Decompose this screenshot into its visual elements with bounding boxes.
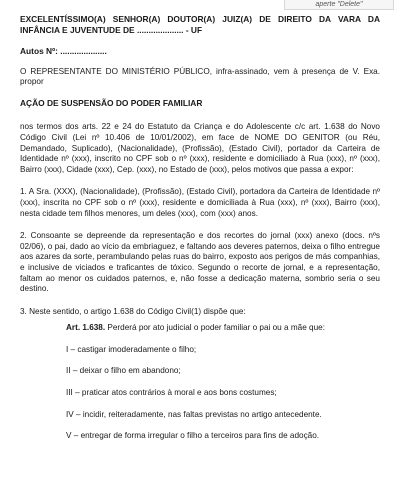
article-inciso: V – entregar de forma irregular o filho a terceiros para fins de adoção. <box>66 431 320 441</box>
article-inciso: IV – incidir, reiteradamente, nas faltas previstas no artigo antecedente. <box>66 409 322 419</box>
case-number-line <box>20 46 380 57</box>
court-address-heading: EXCELENTÍSSIMO(A) SENHOR(A) DOUTOR(A) JUIZ(A) DE DIREITO DA VARA DA INFÂNCIA E JUVENTUDE DE .................... - UF <box>20 14 380 35</box>
article-inciso: III – praticar atos contrários à moral e aos bons costumes; <box>66 388 277 398</box>
paragraph-3: 3. Neste sentido, o artigo 1.638 do Código Civil(1) dispõe que: <box>20 306 246 316</box>
delete-hint-note: aperte "Delete" <box>284 0 394 10</box>
document-body[interactable] <box>20 14 380 442</box>
article-inciso: I – castigar imoderadamente o filho; <box>66 344 197 354</box>
autos-label: Autos Nº: <box>20 46 58 56</box>
paragraph-1: 1. A Sra. (XXX), (Nacionalidade), (Profissão), (Estado Civil), portadora da Carteira de Identidade nº (xxx), inscrita no CPF sob o nº (xxx), residente e domiciliada à Rua (xxx), nº (xxx), Bairro (xxx), nesta cidade tem filhos menores, um deles (xxx), com (xxx) anos. <box>20 187 380 218</box>
article-heading-text: Perderá por ato judicial o poder familiar o pai ou a mãe que: <box>105 323 325 333</box>
paragraph-legal-basis: nos termos dos arts. 22 e 24 do Estatuto da Criança e do Adolescente c/c art. 1.638 do Novo Código Civil (Lei nº 10.406 de 10/01/2002), em face de NOME DO GENITOR (ou Réu, Demandado, Suplicado), (Nacionalidade), (Profissão), (Estado Civil), portador da Carteira de Identidade nº (xxx), inscrito no CPF sob o nº (xxx), residente e domiciliado à Rua (xxx), nº (xxx), Bairro (xxx), Cidade (xxx), Cep. (xxx), no Estado de (xxx), pelos motivos que passa a expor: <box>20 122 380 174</box>
autos-value: .................... <box>60 46 107 56</box>
article-heading <box>66 323 380 334</box>
intro-paragraph: O REPRESENTANTE DO MINISTÉRIO PÚBLICO, infra-assinado, vem à presença de V. Exa. propor <box>20 66 380 87</box>
article-inciso: II – deixar o filho em abandono; <box>66 366 181 376</box>
article-quote <box>66 323 380 442</box>
action-title: AÇÃO DE SUSPENSÃO DO PODER FAMILIAR <box>20 97 203 108</box>
paragraph-2: 2. Consoante se depreende da representação e dos recortes do jornal (xxx) anexo (docs. nºs 02/06), o pai, dado ao vício da embriaguez, e faltando aos deveres paternos, deixa o filho entregue aos azares da sorte, perambulando pelas ruas do bairro, exposto aos perigos de más companhias, e inclusive de viciados e traficantes de tóxico. Segundo o recorte de jornal, e a representação, faltam ao menor os cuidados paternos, e, não fosse a dedicação materna, sombrio seria o seu destino. <box>20 231 380 294</box>
article-number: Art. 1.638. <box>66 323 106 333</box>
